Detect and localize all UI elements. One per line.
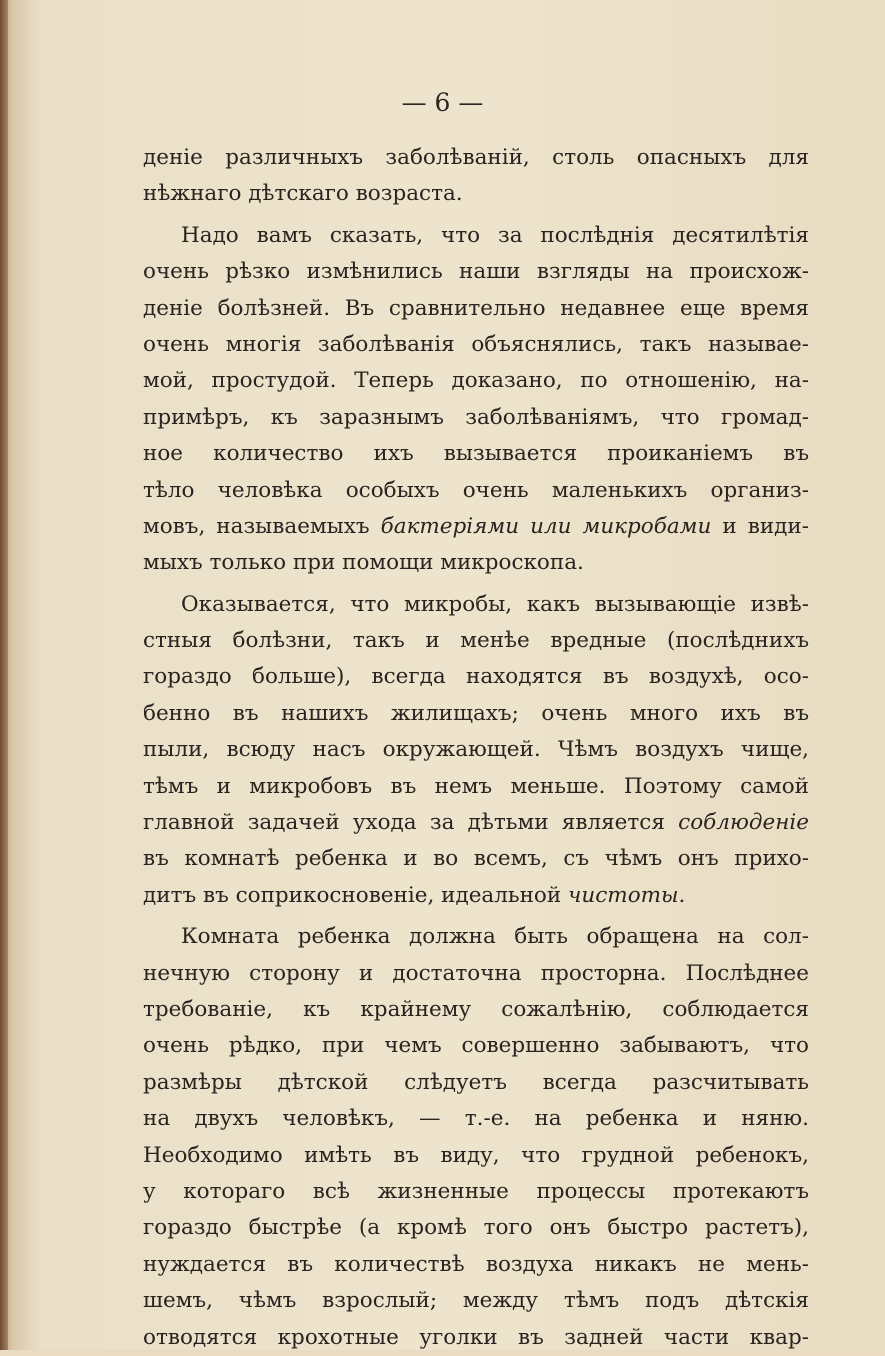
text-line: отводятся крохотные уголки въ задней части квар- <box>143 1324 809 1350</box>
text-line: тѣло человѣка особыхъ очень маленькихъ организ- <box>143 477 809 503</box>
text-line: нечную сторону и достаточна просторна. Послѣднее <box>143 960 809 986</box>
text-line: стныя болѣзни, такъ и менѣе вредные (послѣднихъ <box>143 628 809 654</box>
page-binding-edge <box>0 0 8 1350</box>
text-line: гораздо больше), всегда находятся въ воздухѣ, осо- <box>143 664 809 690</box>
text-line: Оказывается, что микробы, какъ вызывающіе извѣ- <box>181 591 809 617</box>
text-line: нуждается въ количествѣ воздуха никакъ не мень- <box>143 1251 809 1277</box>
text-line: у котораго всѣ жизненные процессы протекаютъ <box>143 1178 809 1204</box>
text-run: дитъ въ соприкосновеніе, идеальной <box>143 882 562 908</box>
text-line: нѣжнаго дѣтскаго возраста. <box>143 181 463 207</box>
italic-term: чистоты. <box>568 882 686 908</box>
body-text <box>143 140 809 1356</box>
text-line: очень рѣдко, при чемъ совершенно забываютъ, что <box>143 1033 809 1059</box>
text-line: пыли, всюду насъ окружающей. Чѣмъ воздухъ чище, <box>143 737 809 763</box>
italic-term: бактеріями или микробами <box>380 513 712 539</box>
text-run: главной задачей ухода за дѣтьми является <box>143 810 665 836</box>
text-line: шемъ, чѣмъ взрослый; между тѣмъ подъ дѣтскія <box>143 1288 809 1314</box>
text-line: очень рѣзко измѣнились наши взгляды на происхож- <box>143 259 809 285</box>
text-run: мовъ, называемыхъ <box>143 513 370 539</box>
text-line: Необходимо имѣть въ виду, что грудной ребенокъ, <box>143 1142 809 1168</box>
text-line: Комната ребенка должна быть обращена на сол- <box>181 924 809 950</box>
text-line: Надо вамъ сказать, что за послѣднія десятилѣтія <box>181 222 809 248</box>
text-line-mixed <box>143 509 809 545</box>
text-line: примѣръ, къ заразнымъ заболѣваніямъ, что громад- <box>143 404 809 430</box>
italic-term: соблюденіе <box>678 810 809 836</box>
text-line: въ комнатѣ ребенка и во всемъ, съ чѣмъ онъ прихо- <box>143 846 809 872</box>
text-line: гораздо быстрѣе (а кромѣ того онъ быстро растетъ), <box>143 1215 809 1241</box>
text-line-mixed <box>143 878 809 914</box>
text-line: бенно въ нашихъ жилищахъ; очень много ихъ въ <box>143 700 809 726</box>
page-number: — 6 — <box>401 88 484 117</box>
text-run: и види- <box>722 513 809 539</box>
text-line: требованіе, къ крайнему сожалѣнію, соблюдается <box>143 996 809 1022</box>
text-line: ное количество ихъ вызывается проиканіемъ въ <box>143 441 809 467</box>
text-line: тѣмъ и микробовъ въ немъ меньше. Поэтому самой <box>143 773 809 799</box>
text-line: размѣры дѣтской слѣдуетъ всегда разсчитывать <box>143 1069 809 1095</box>
text-line: мыхъ только при помощи микроскопа. <box>143 550 584 576</box>
text-line: деніе болѣзней. Въ сравнительно недавнее еще время <box>143 295 809 321</box>
text-line: очень многія заболѣванія объяснялись, такъ называе- <box>143 331 809 357</box>
text-line: на двухъ человѣкъ, — т.-е. на ребенка и няню. <box>143 1106 809 1132</box>
text-line: деніе различныхъ заболѣваній, столь опасныхъ для <box>143 145 809 170</box>
text-line: мой, простудой. Теперь доказано, по отношенію, на- <box>143 368 809 394</box>
text-line-mixed <box>143 805 809 841</box>
